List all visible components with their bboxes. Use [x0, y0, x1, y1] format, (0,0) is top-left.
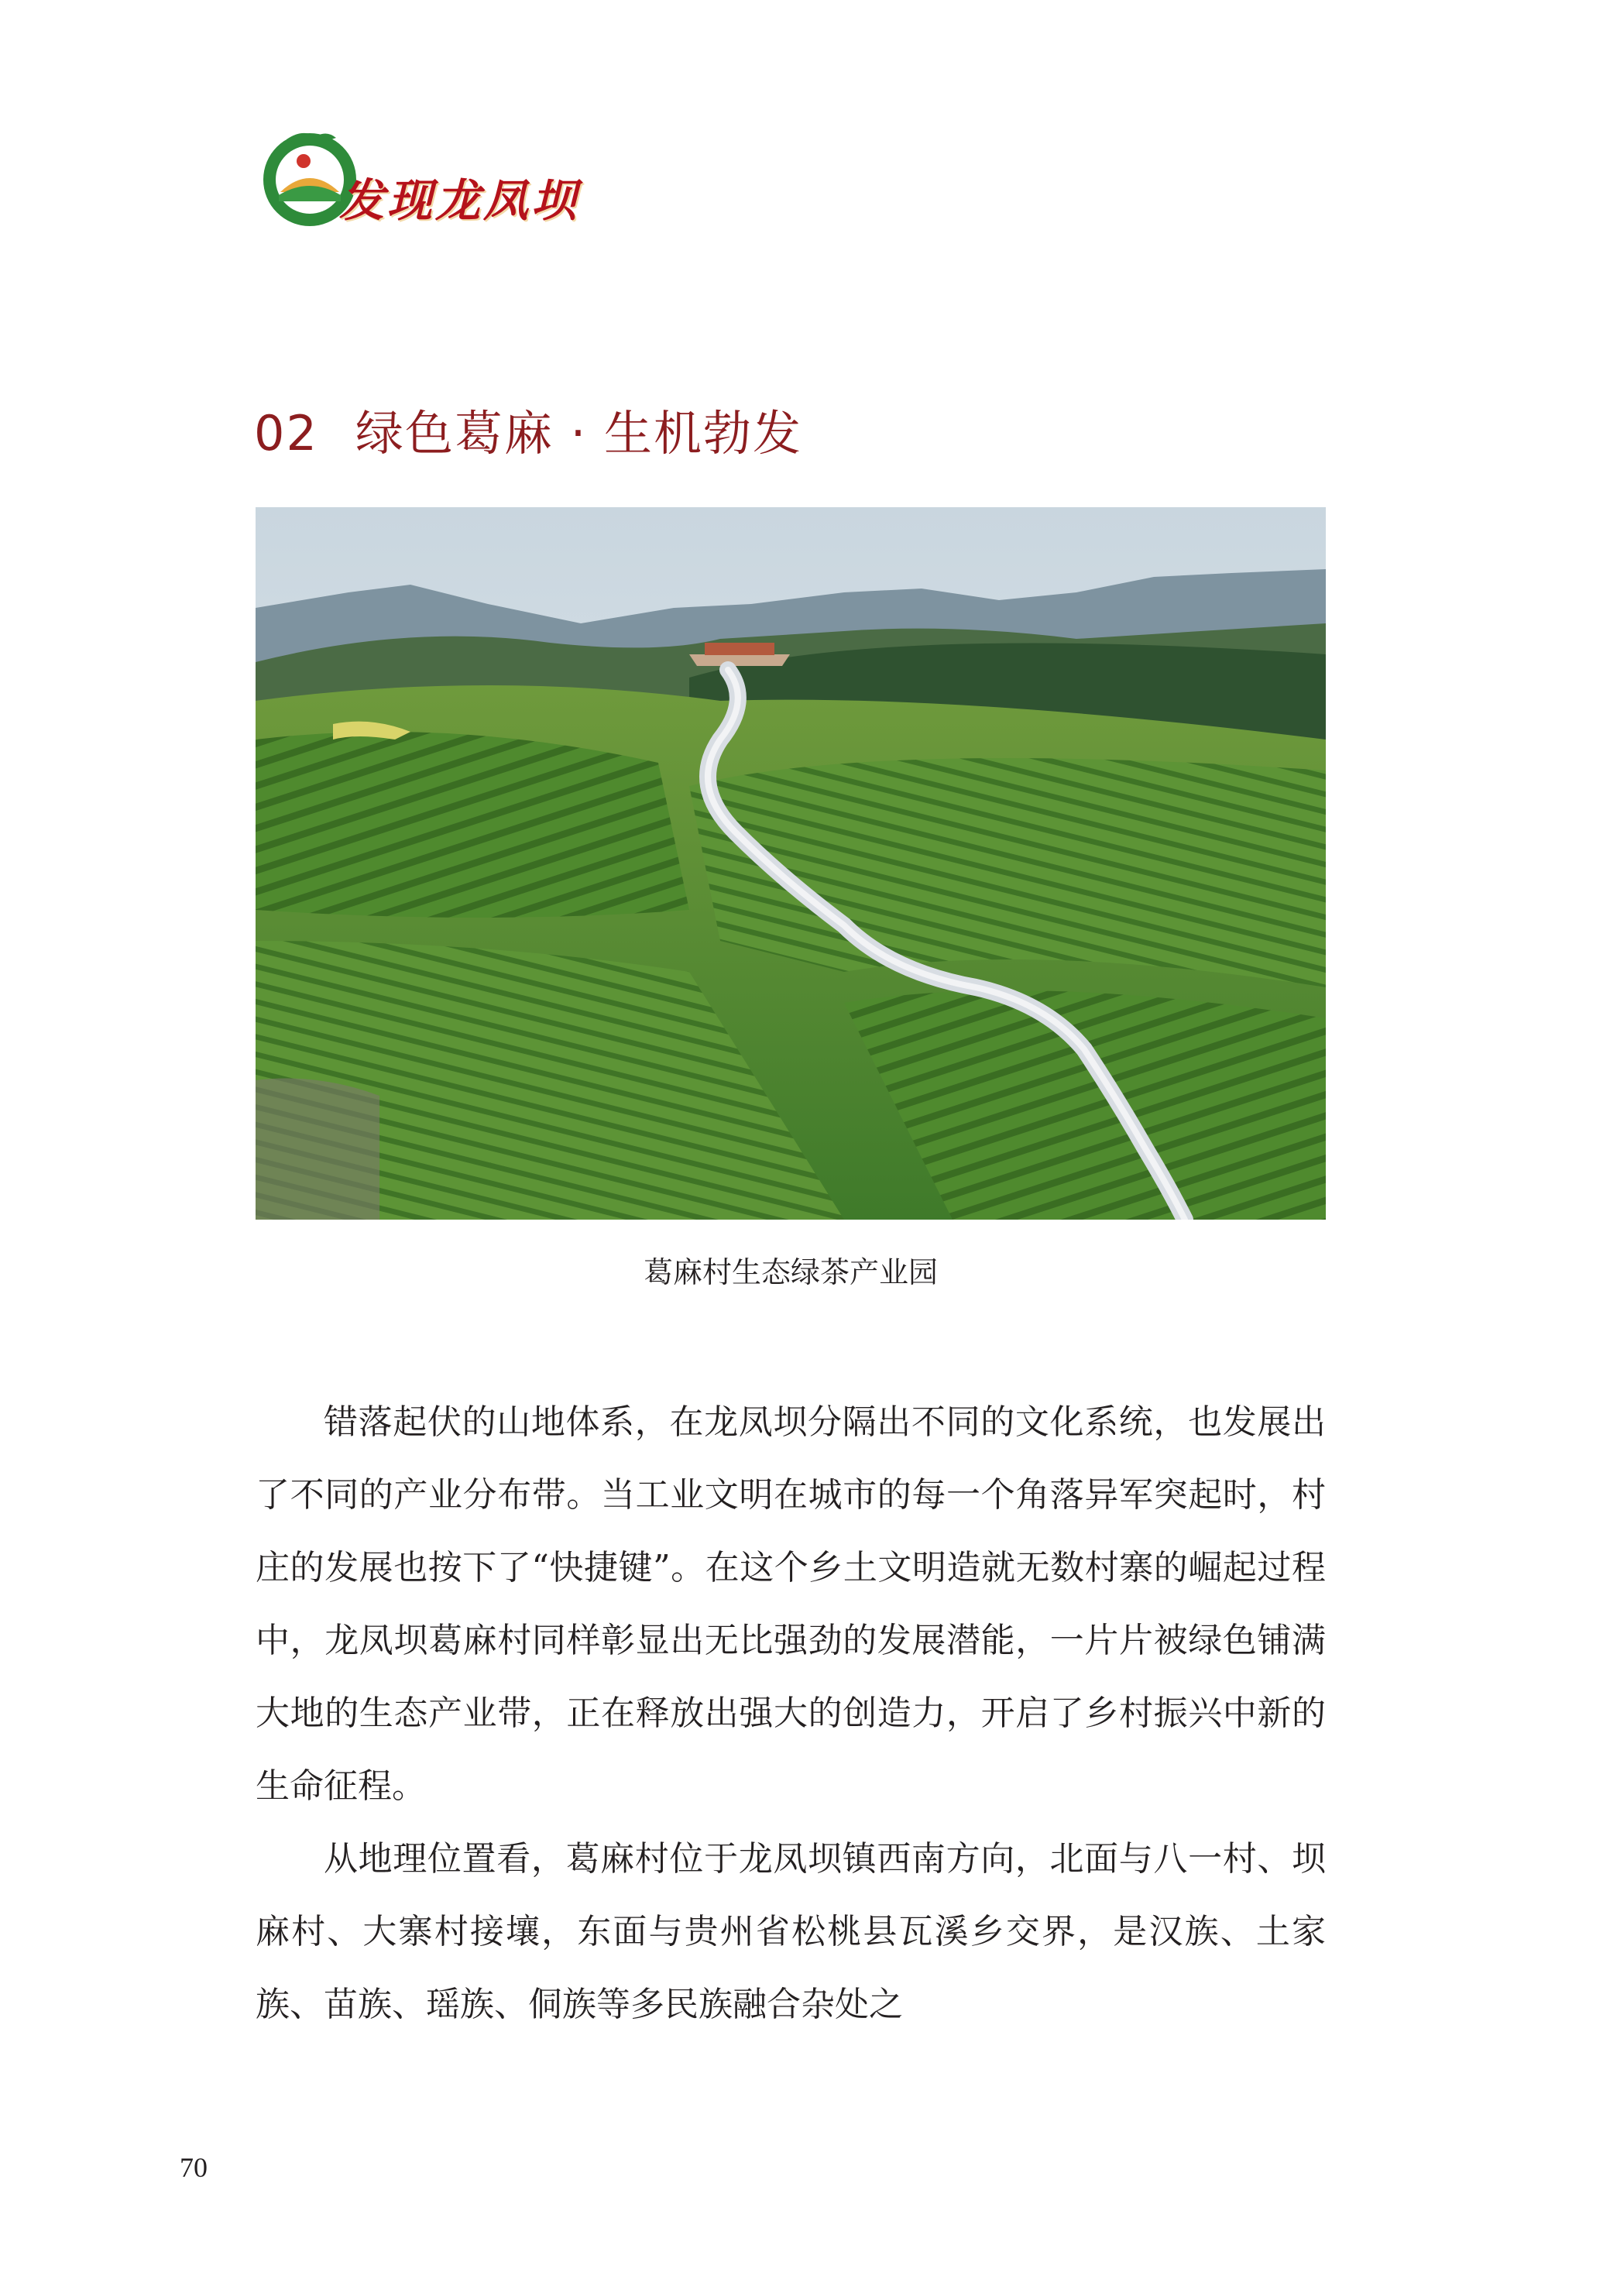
section-number: 02 [254, 405, 318, 462]
body-text [256, 1386, 1326, 2041]
logo-title: 发现龙凤坝 [339, 174, 580, 227]
paragraph: 从地理位置看，葛麻村位于龙凤坝镇西南方向，北面与八一村、坝麻村、大寨村接壤，东面与贵州省松桃县瓦溪乡交界，是汉族、土家族、苗族、瑶族、侗族等多民族融合杂处之 [256, 1839, 1326, 2024]
header-logo [256, 124, 612, 232]
photo-caption: 葛麻村生态绿茶产业园 [643, 1255, 938, 1289]
page-number: 70 [180, 2152, 208, 2183]
tea-garden-photo [256, 507, 1326, 1220]
section-title: 绿色葛麻 · 生机勃发 [355, 405, 803, 462]
section-heading [254, 395, 802, 464]
paragraph: 错落起伏的山地体系，在龙凤坝分隔出不同的文化系统，也发展出了不同的产业分布带。当工业文明在城市的每一个角落异军突起时，村庄的发展也按下了“快捷键”。在这个乡土文明造就无数村寨的崛起过程中，龙凤坝葛麻村同样彰显出无比强劲的发展潜能，一片片被绿色铺满大地的生态产业带，正在释放出强大的创造力，开启了乡村振兴中新的生命征程。 [256, 1402, 1326, 1806]
